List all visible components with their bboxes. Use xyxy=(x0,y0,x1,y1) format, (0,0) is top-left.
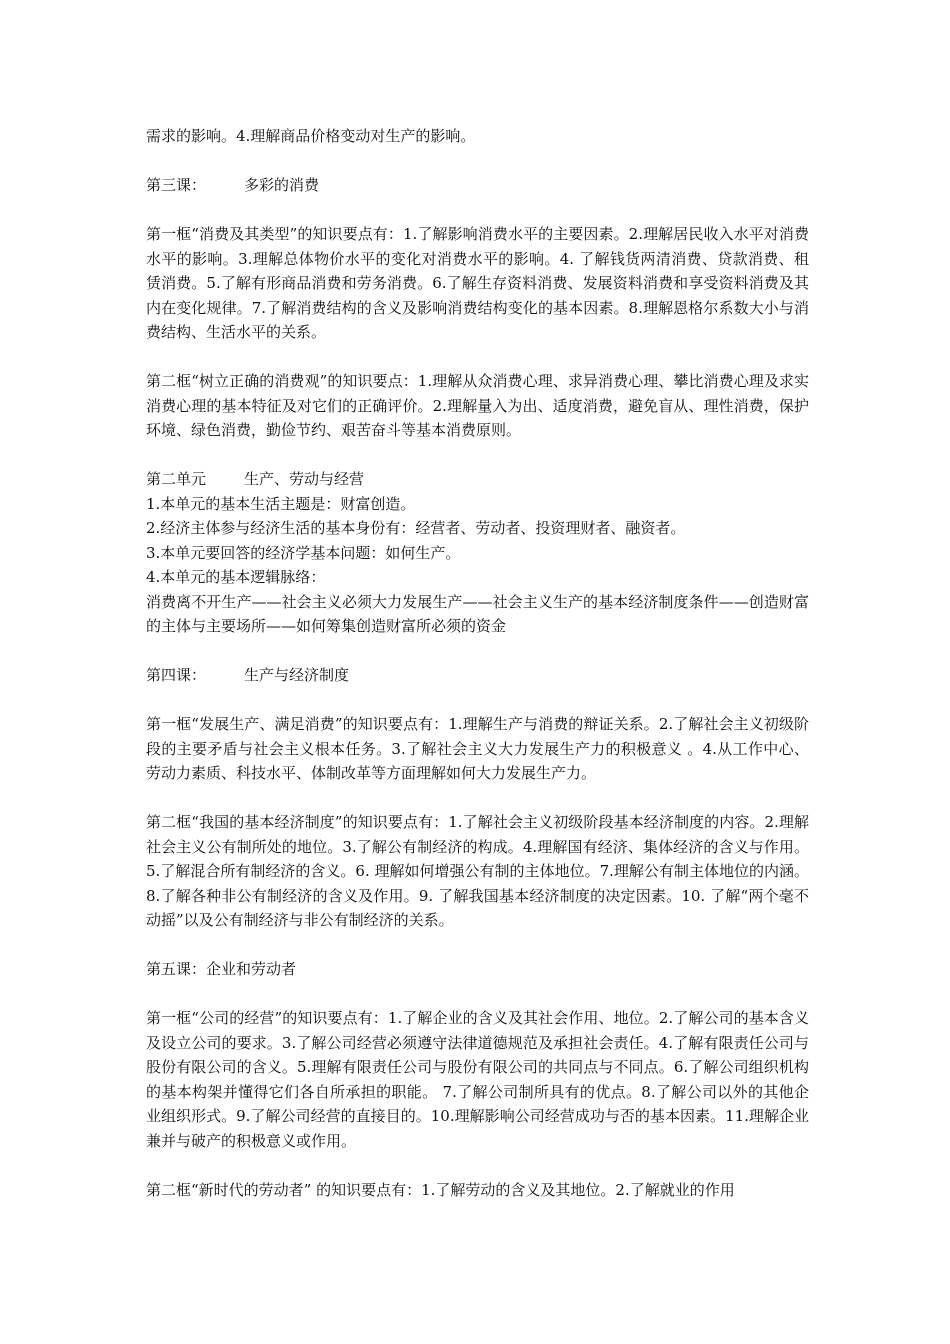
unit-2-title: 生产、劳动与经营 xyxy=(244,470,365,488)
unit-2-point-4: 4.本单元的基本逻辑脉络： xyxy=(146,568,326,586)
paragraph-gap xyxy=(146,149,809,174)
lesson-4-heading xyxy=(146,663,809,688)
paragraph-gap xyxy=(146,982,809,1007)
unit-2-point-1: 1.本单元的基本生活主题是：财富创造。 xyxy=(146,494,416,513)
lesson-3-label: 第三课： xyxy=(146,176,207,194)
lesson-4-label: 第四课： xyxy=(146,666,207,684)
unit-2-point-3: 3.本单元要回答的经济学基本问题：如何生产。 xyxy=(146,543,461,562)
paragraph-line-1: 需求的影响。4.理解商品价格变动对生产的影响。 xyxy=(146,127,476,145)
paragraph-gap xyxy=(146,639,809,664)
paragraph-gap xyxy=(146,345,809,370)
lesson-4-title: 生产与经济制度 xyxy=(244,666,350,684)
unit-2-logic-chain: 消费离不开生产——社会主义必须大力发展生产——社会主义生产的基本经济制度条件——创造财富的主体与主要场所——如何筹集创造财富所必须的资金 xyxy=(146,592,809,635)
unit-2-heading xyxy=(146,467,809,492)
paragraph-gap xyxy=(146,688,809,713)
unit-2-point-2: 2.经济主体参与经济生活的基本身份有：经营者、劳动者、投资理财者、融资者。 xyxy=(146,519,686,537)
lesson-3-frame-1: 第一框“消费及其类型”的知识要点有：1.了解影响消费水平的主要因素。2.理解居民收入水平对消费水平的影响。3.理解总体物价水平的变化对消费水平的影响。4. 了解钱货两清消费、贷款消费、租赁消费。5.了解有形商品消费和劳务消费。6.了解生存资料消费、发展资料消费和享受资料消费及其内在变化规律。7.了解消费结构的含义及影响消费结构变化的基本因素。8.理解恩格尔系数大小与消费结构、生活水平的关系。 xyxy=(146,225,809,341)
lesson-3-frame-2: 第二框“树立正确的消费观”的知识要点：1.理解从众消费心理、求异消费心理、攀比消费心理及求实消费心理的基本特征及对它们的正确评价。2.理解量入为出、适度消费，避免盲从、理性消费，保护环境、绿色消费，勤俭节约、艰苦奋斗等基本消费原则。 xyxy=(146,372,809,439)
paragraph-gap xyxy=(146,1153,809,1178)
lesson-5-frame-2: 第二框“新时代的劳动者” 的知识要点有：1.了解劳动的含义及其地位。2.了解就业的作用 xyxy=(146,1180,735,1199)
paragraph-gap xyxy=(146,198,809,223)
lesson-3-title: 多彩的消费 xyxy=(244,176,320,194)
paragraph-gap xyxy=(146,786,809,811)
document-body xyxy=(146,124,809,1202)
lesson-4-frame-1: 第一框“发展生产、满足消费”的知识要点有：1.理解生产与消费的辩证关系。2.了解社会主义初级阶段的主要矛盾与社会主义根本任务。3.了解社会主义大力发展生产力的积极意义 。4.从工作中心、劳动力素质、科技水平、体制改革等方面理解如何大力发展生产力。 xyxy=(146,715,809,782)
paragraph-gap xyxy=(146,933,809,958)
lesson-3-heading xyxy=(146,173,809,198)
unit-2-label: 第二单元 xyxy=(146,470,207,488)
lesson-4-frame-2: 第二框“我国的基本经济制度”的知识要点有：1.了解社会主义初级阶段基本经济制度的内容。2.理解社会主义公有制所处的地位。3.了解公有制经济的构成。4.理解国有经济、集体经济的含义与作用。5.了解混合所有制经济的含义。6. 理解如何增强公有制的主体地位。7.理解公有制主体地位的内涵。8.了解各种非公有制经济的含义及作用。9. 了解我国基本经济制度的决定因素。10. 了解“两个毫不动摇”以及公有制经济与非公有制经济的关系。 xyxy=(146,813,809,929)
paragraph-gap xyxy=(146,443,809,468)
lesson-5-heading: 第五课：企业和劳动者 xyxy=(146,960,297,978)
lesson-5-frame-1: 第一框“公司的经营”的知识要点有：1.了解企业的含义及其社会作用、地位。2.了解公司的基本含义及设立公司的要求。3.了解公司经营必须遵守法律道德规范及承担社会责任。4.了解有限责任公司与股份有限公司的含义。5.理解有限责任公司与股份有限公司的共同点与不同点。6.了解公司组织机构的基本构架并懂得它们各自所承担的职能。 7.了解公司制所具有的优点。8.了解公司以外的其他企业组织形式。9.了解公司经营的直接目的。10.理解影响公司经营成功与否的基本因素。11.理解企业兼并与破产的积极意义或作用。 xyxy=(146,1009,809,1150)
